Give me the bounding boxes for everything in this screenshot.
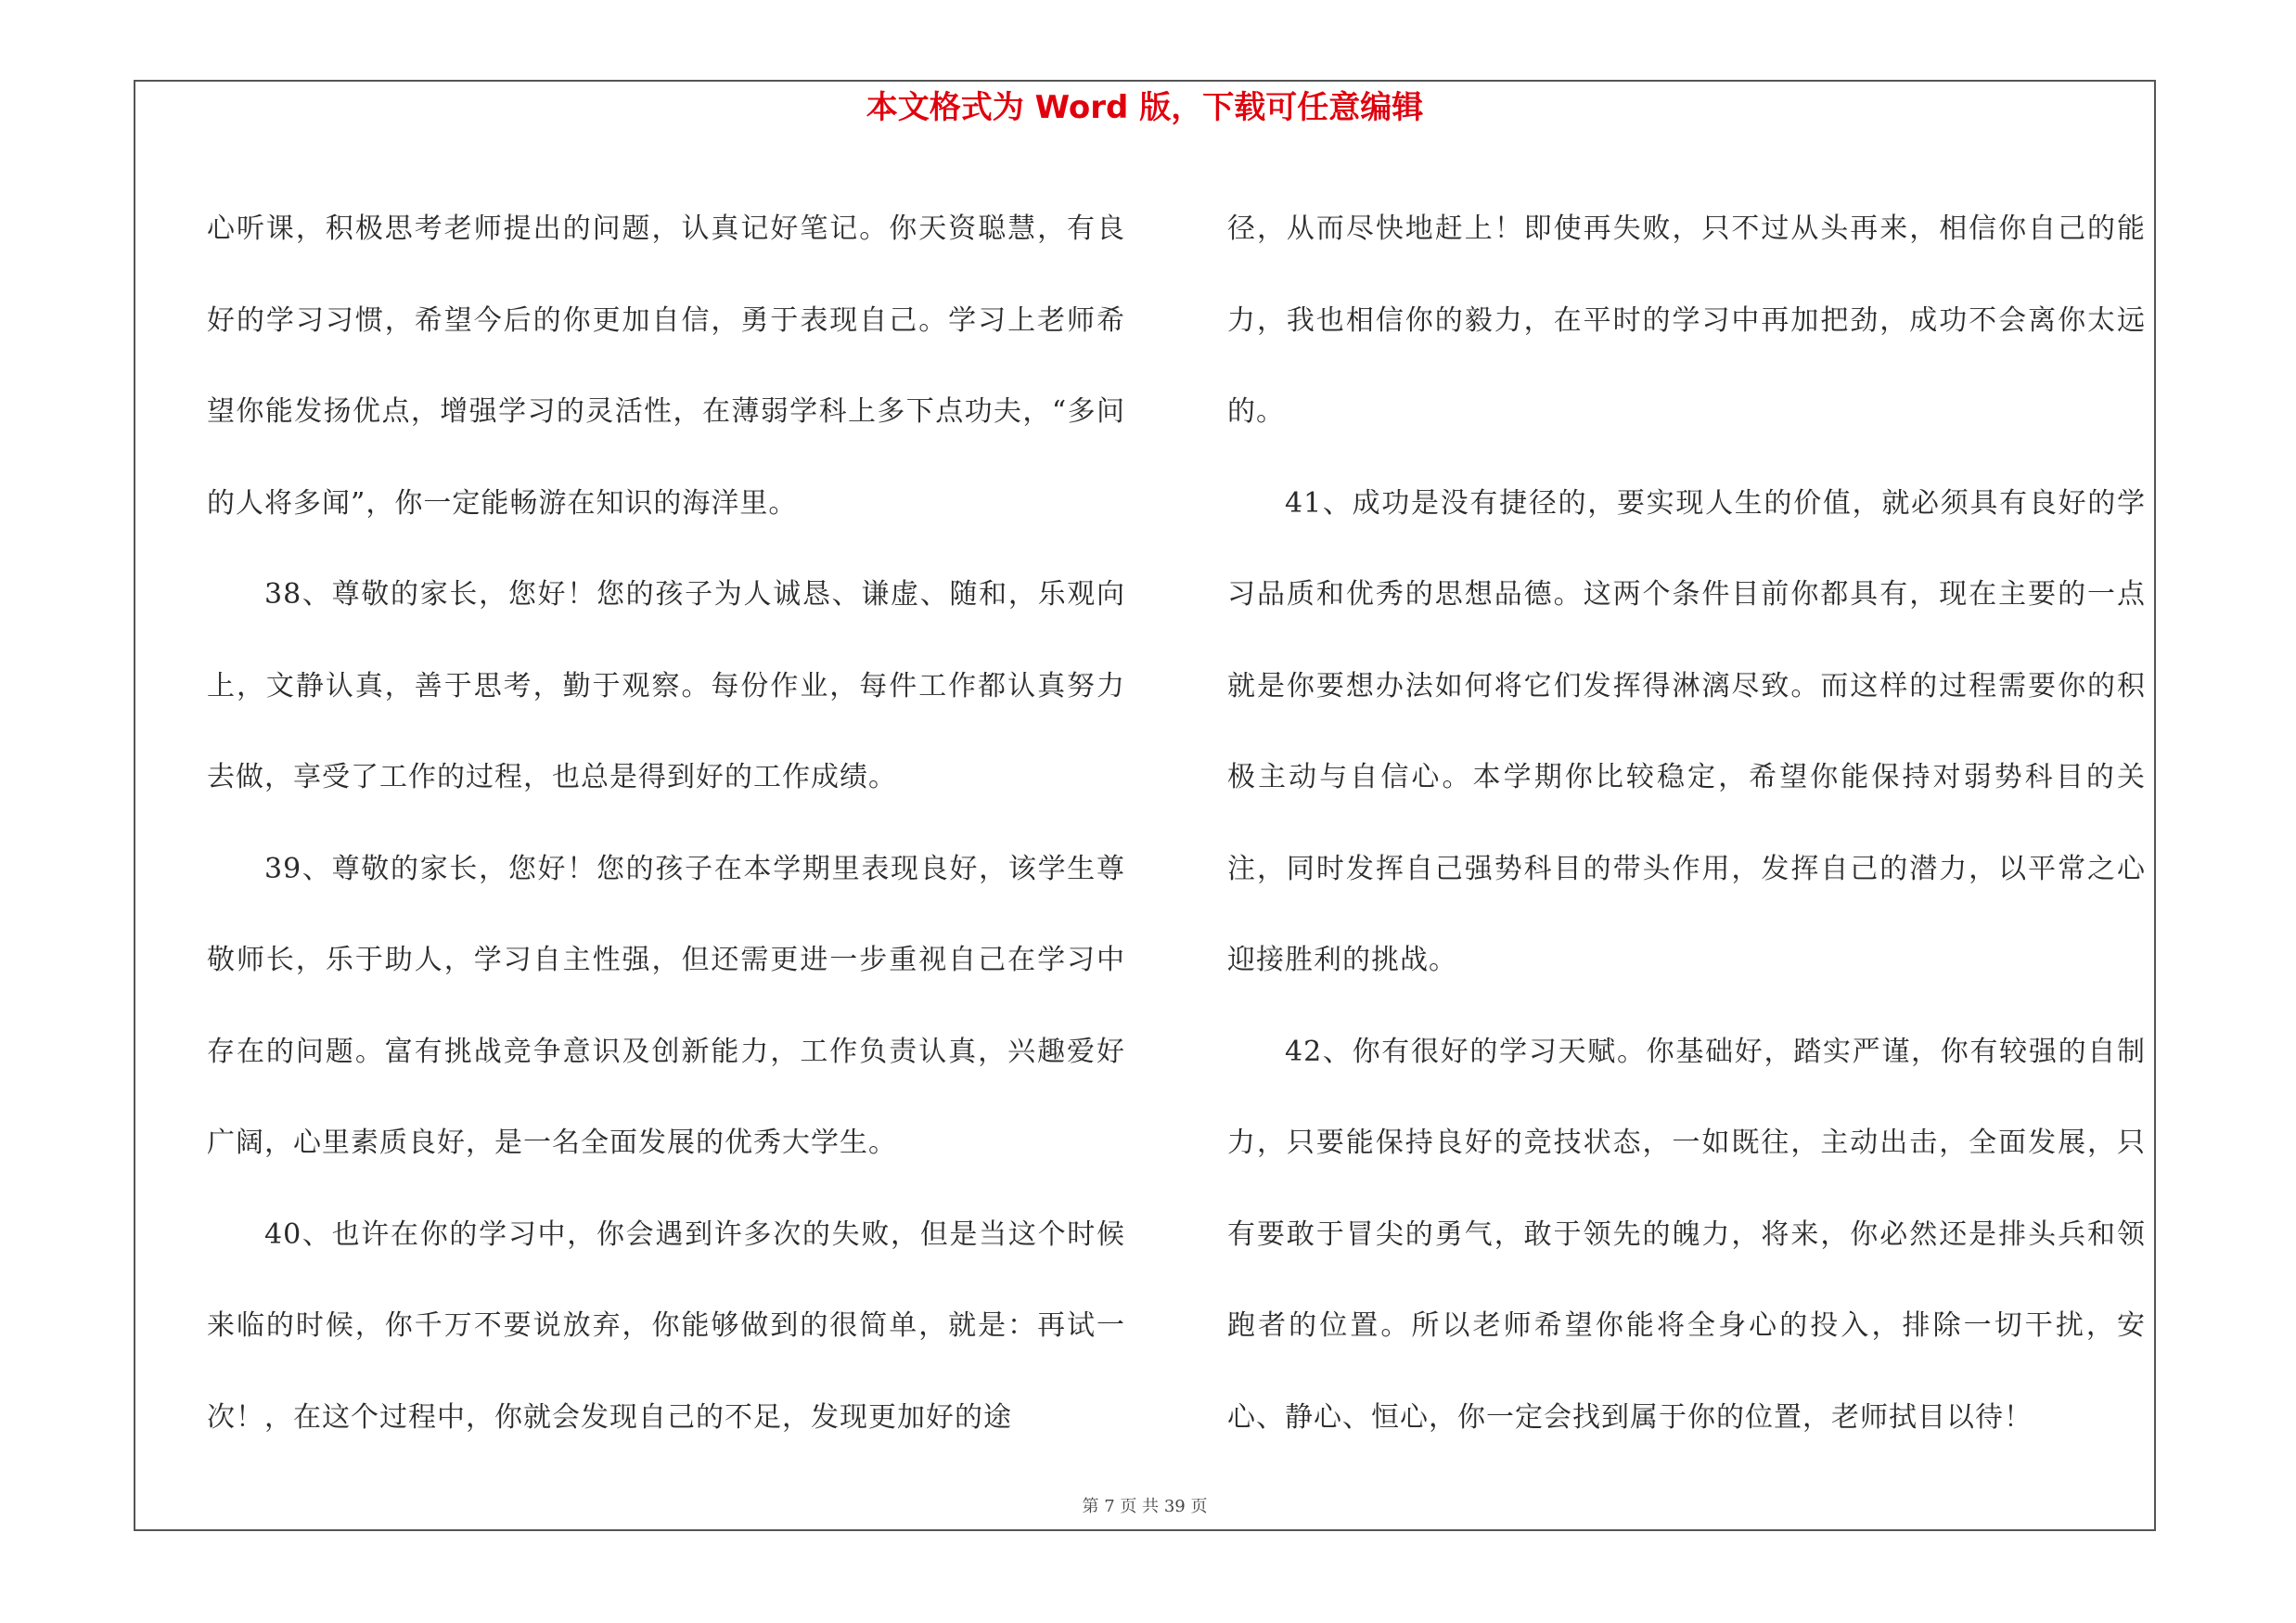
comment-paragraph-39: 39、尊敬的家长，您好！您的孩子在本学期里表现良好，该学生尊敬师长，乐于助人，学习自主性强，但还需更进一步重视自己在学习中存在的问题。富有挑战竞争意识及创新能力，工作负责认真，兴趣爱好广阔，心里素质良好，是一名全面发展的优秀大学生。 xyxy=(207,852,1125,1159)
comment-paragraph-41: 41、成功是没有捷径的，要实现人生的价值，就必须具有良好的学习品质和优秀的思想品德。这两个条件目前你都具有，现在主要的一点就是你要想办法如何将它们发挥得淋漓尽致。而这样的过程需要你的积极主动与自信心。本学期你比较稳定，希望你能保持对弱势科目的关注，同时发挥自己强势科目的带头作用，发挥自己的潜力，以平常之心迎接胜利的挑战。 xyxy=(1227,486,2146,976)
comment-paragraph-42: 42、你有很好的学习天赋。你基础好，踏实严谨，你有较强的自制力，只要能保持良好的竞技状态，一如既往，主动出击，全面发展，只有要敢于冒尖的勇气，敢于领先的魄力，将来，你必然还是排头兵和领跑者的位置。所以老师希望你能将全身心的投入，排除一切干扰，安心、静心、恒心，你一定会找到属于你的位置，老师拭目以待！ xyxy=(1227,1035,2146,1434)
continued-paragraph-40: 径，从而尽快地赶上！即使再失败，只不过从头再来，相信你自己的能力，我也相信你的毅力，在平时的学习中再加把劲，成功不会离你太远的。 xyxy=(1227,213,2146,428)
comment-paragraph-40: 40、也许在你的学习中，你会遇到许多次的失败，但是当这个时候来临的时候，你千万不要说放弃，你能够做到的很简单，就是：再试一次！，在这个过程中，你就会发现自己的不足，发现更加好的途 xyxy=(207,1217,1125,1434)
word-format-banner: 本文格式为 Word 版，下载可任意编辑 xyxy=(866,89,1424,126)
right-text-column xyxy=(1227,184,2146,1463)
comment-paragraph-38: 38、尊敬的家长，您好！您的孩子为人诚恳、谦虚、随和，乐观向上，文静认真，善于思考，勤于观察。每份作业，每件工作都认真努力去做，享受了工作的过程，也总是得到好的工作成绩。 xyxy=(207,578,1125,793)
continued-paragraph: 心听课，积极思考老师提出的问题，认真记好笔记。你天资聪慧，有良好的学习习惯，希望今后的你更加自信，勇于表现自己。学习上老师希望你能发扬优点，增强学习的灵活性，在薄弱学科上多下点功夫，“多问的人将多闻”，你一定能畅游在知识的海洋里。 xyxy=(207,213,1125,520)
page-number-footer: 第 7 页 共 39 页 xyxy=(1082,1497,1208,1516)
left-text-column xyxy=(207,184,1125,1463)
